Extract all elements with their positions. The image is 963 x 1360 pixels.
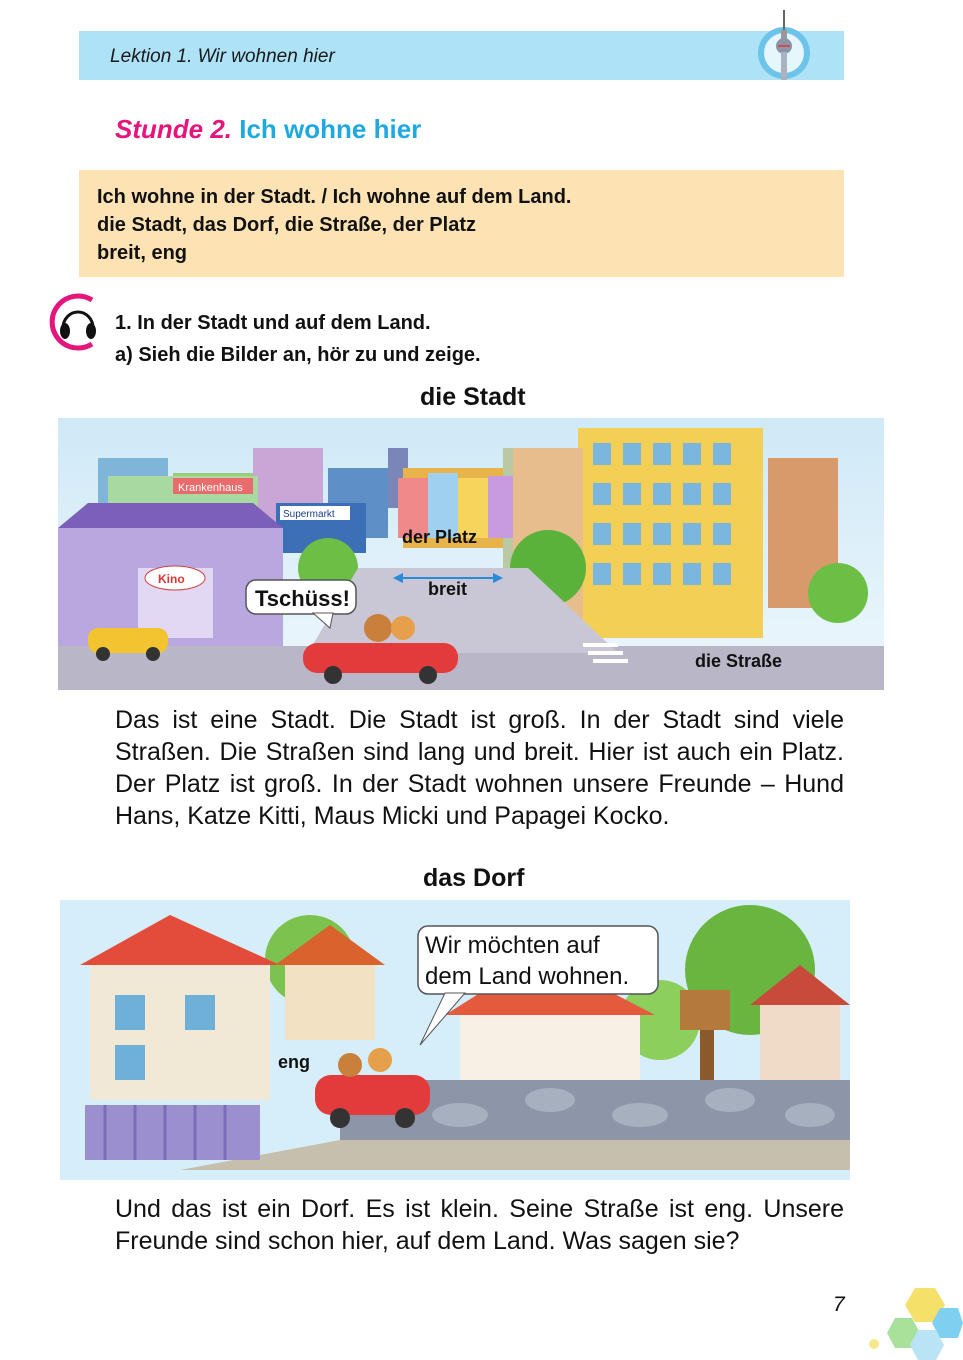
vocabulary-box <box>79 170 844 277</box>
lesson-number: Stunde 2. <box>115 114 233 144</box>
lesson-name: Ich wohne hier <box>239 114 422 144</box>
speech-line-2: dem Land wohnen. <box>425 963 630 990</box>
page-number: 7 <box>833 1293 845 1316</box>
city-picture <box>58 418 884 690</box>
speech-line-1: Wir möchten auf <box>425 932 600 959</box>
speech-tschuess: Tschüss! <box>255 586 350 611</box>
city-caption: die Stadt <box>420 383 526 411</box>
city-illustration <box>58 418 884 690</box>
label-breit: breit <box>428 579 468 599</box>
headphones-icon <box>48 292 108 352</box>
city-paragraph: Das ist eine Stadt. Die Stadt ist groß. In der Stadt sind viele Straßen. Die Straßen sind lang und breit. Hier ist auch ein Platz. Der Platz ist groß. In der Stadt wohnen unsere Freunde – Hund Hans, Katze Kitti, Maus Micki und Papagei Kocko. <box>115 706 844 830</box>
vocab-line: Ich wohne in der Stadt. / Ich wohne auf dem Land. <box>97 186 572 208</box>
vocab-line: die Stadt, das Dorf, die Straße, der Platz <box>97 214 476 236</box>
lesson-header-bar <box>79 31 844 80</box>
label-der-platz: der Platz <box>402 527 478 547</box>
hospital-sign: Krankenhaus <box>178 482 243 494</box>
task-title: 1. In der Stadt und auf dem Land. <box>115 312 431 334</box>
task-instruction: a) Sieh die Bilder an, hör zu und zeige. <box>115 344 481 366</box>
vocab-line: breit, eng <box>97 242 188 264</box>
lesson-title <box>115 114 421 145</box>
village-caption: das Dorf <box>423 864 525 892</box>
kino-sign: Kino <box>158 572 185 586</box>
label-die-strasse: die Straße <box>695 651 783 671</box>
hexagon-decoration-icon <box>860 1278 963 1360</box>
tv-tower-icon <box>752 8 816 88</box>
village-paragraph: Und das ist ein Dorf. Es ist klein. Seine Straße ist eng. Unsere Freunde sind schon hier, auf dem Land. Was sagen sie? <box>115 1195 844 1255</box>
supermarket-sign: Supermarkt <box>283 509 335 520</box>
lesson-header-title: Lektion 1. Wir wohnen hier <box>110 46 335 67</box>
label-eng: eng <box>278 1052 311 1072</box>
village-illustration <box>60 900 850 1180</box>
